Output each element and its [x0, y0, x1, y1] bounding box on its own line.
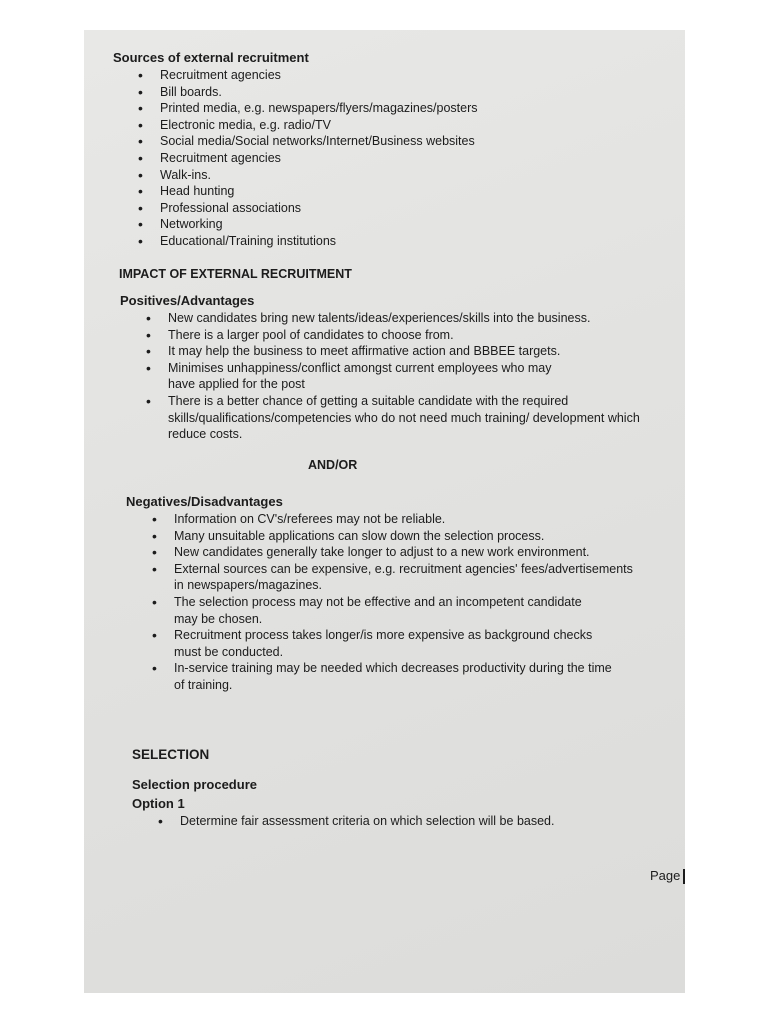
- list-item: • Walk-ins.: [136, 167, 478, 184]
- selection-heading: SELECTION: [132, 747, 210, 762]
- list-item: • In-service training may be needed which decreases productivity during the time of training.: [150, 660, 614, 693]
- list-item: • Recruitment agencies: [136, 67, 478, 84]
- impact-heading: IMPACT OF EXTERNAL RECRUITMENT: [119, 267, 352, 281]
- selection-list: [156, 813, 554, 830]
- positives-list: [144, 310, 664, 443]
- sources-list: [136, 67, 478, 250]
- and-or-label: AND/OR: [308, 458, 358, 472]
- option-heading: Option 1: [132, 796, 185, 811]
- list-item: • Information on CV's/referees may not be reliable.: [150, 511, 670, 528]
- list-item: • It may help the business to meet affirmative action and BBBEE targets.: [144, 343, 664, 360]
- page-number-label: Page: [650, 868, 685, 884]
- list-item: • Educational/Training institutions: [136, 233, 478, 250]
- list-item: • The selection process may not be effective and an incompetent candidate may be chosen.: [150, 594, 604, 627]
- list-item: • Printed media, e.g. newspapers/flyers/magazines/posters: [136, 100, 478, 117]
- list-item: • There is a larger pool of candidates to choose from.: [144, 327, 664, 344]
- list-item: • There is a better chance of getting a suitable candidate with the required skills/qualifications/competencies who do not need much training/ development which reduce costs.: [144, 393, 654, 443]
- document-page: [84, 30, 685, 993]
- list-item: • Recruitment agencies: [136, 150, 478, 167]
- negatives-heading: Negatives/Disadvantages: [126, 494, 283, 509]
- list-item: • New candidates bring new talents/ideas/experiences/skills into the business.: [144, 310, 664, 327]
- list-item: • Many unsuitable applications can slow down the selection process.: [150, 528, 670, 545]
- negatives-list: [150, 511, 670, 694]
- sources-heading: Sources of external recruitment: [113, 50, 309, 65]
- list-item: • Networking: [136, 216, 478, 233]
- list-item: • Professional associations: [136, 200, 478, 217]
- list-item: • External sources can be expensive, e.g. recruitment agencies' fees/advertisements in newspapers/magazines.: [150, 561, 634, 594]
- list-item: • Determine fair assessment criteria on which selection will be based.: [156, 813, 554, 830]
- list-item: • Bill boards.: [136, 84, 478, 101]
- list-item: • Recruitment process takes longer/is more expensive as background checks must be conducted.: [150, 627, 594, 660]
- list-item: • Minimises unhappiness/conflict amongst current employees who may have applied for the post: [144, 360, 558, 393]
- list-item: • New candidates generally take longer to adjust to a new work environment.: [150, 544, 670, 561]
- positives-heading: Positives/Advantages: [120, 293, 255, 308]
- list-item: • Electronic media, e.g. radio/TV: [136, 117, 478, 134]
- selection-procedure-heading: Selection procedure: [132, 777, 257, 792]
- list-item: • Social media/Social networks/Internet/Business websites: [136, 133, 478, 150]
- list-item: • Head hunting: [136, 183, 478, 200]
